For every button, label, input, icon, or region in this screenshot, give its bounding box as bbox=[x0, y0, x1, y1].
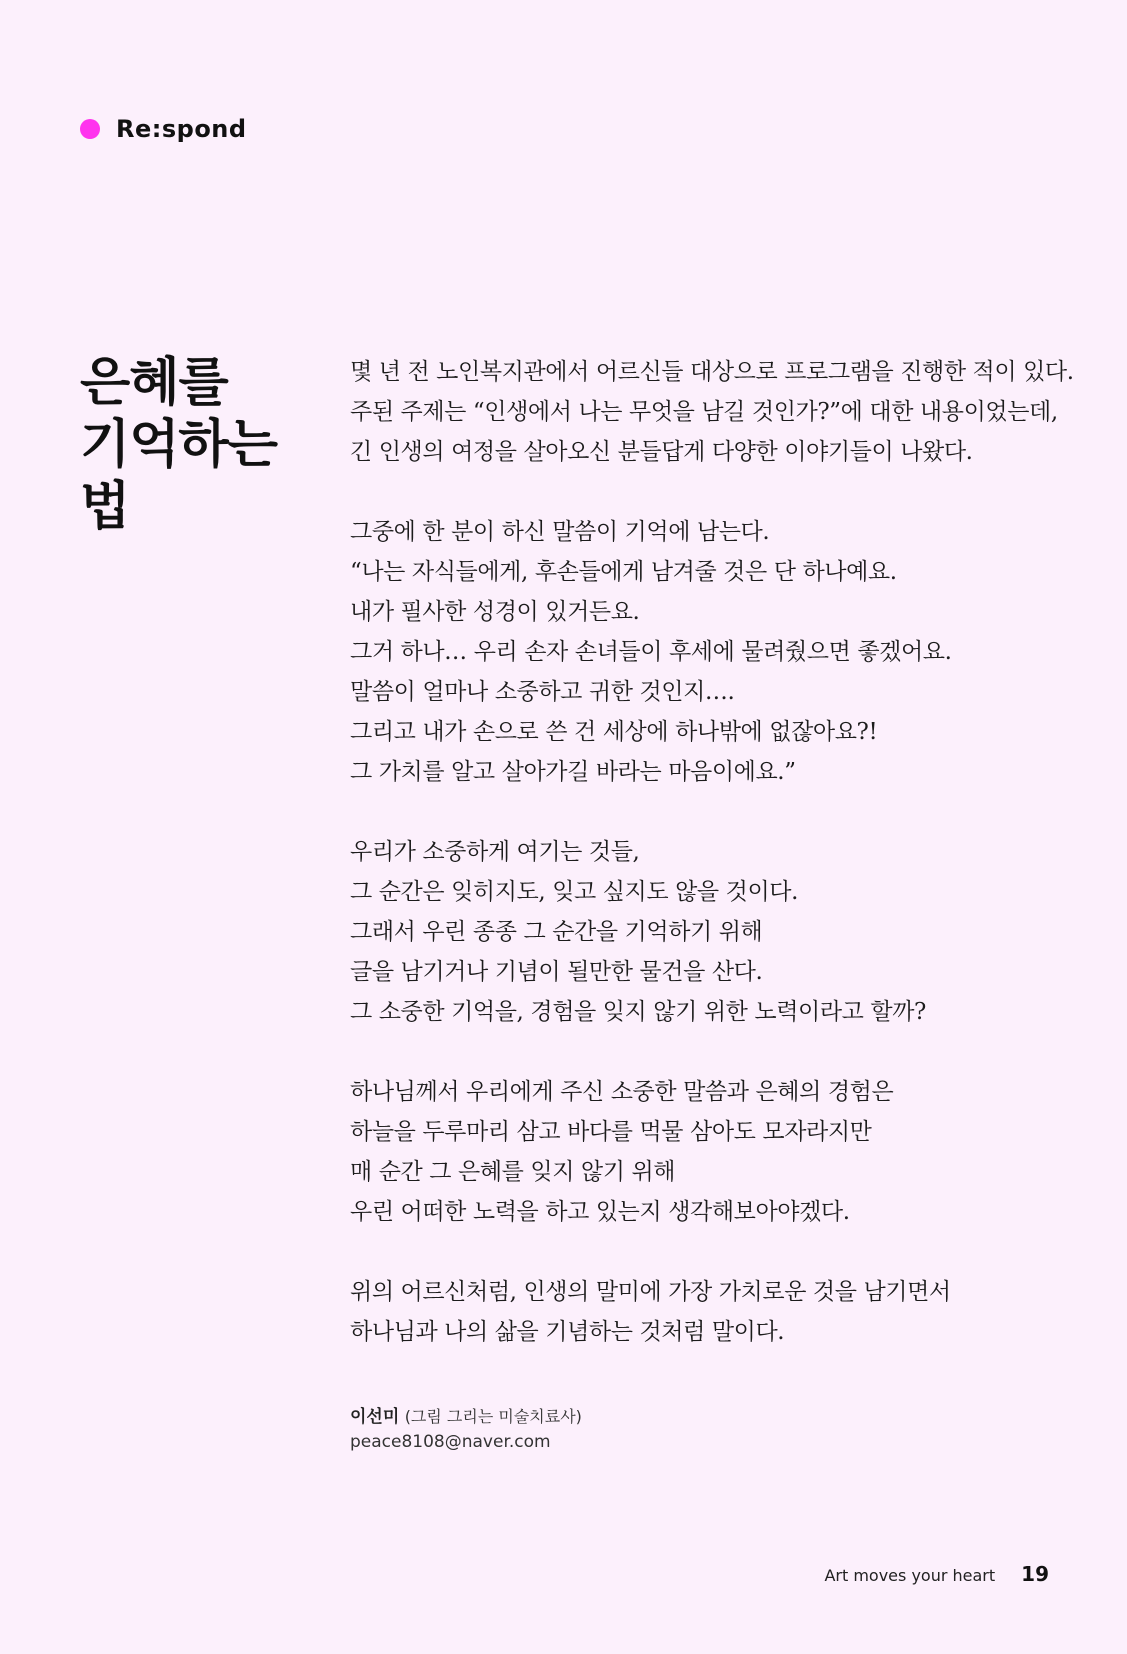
text-line: 하나님께서 우리에게 주신 소중한 말씀과 은혜의 경험은 bbox=[350, 1079, 894, 1105]
text-line: 글을 남기거나 기념이 될만한 물건을 산다. bbox=[350, 959, 763, 985]
paragraph-1 bbox=[350, 352, 1090, 472]
text-line: 우리가 소중하게 여기는 것들, bbox=[350, 839, 640, 865]
text-line: “나는 자식들에게, 후손들에게 남겨줄 것은 단 하나예요. bbox=[350, 559, 897, 585]
author-role: (그림 그리는 미술치료사) bbox=[404, 1407, 582, 1426]
title-line: 기억하는 bbox=[80, 415, 277, 475]
page-footer bbox=[824, 1562, 1049, 1586]
text-line: 그래서 우린 종종 그 순간을 기억하기 위해 bbox=[350, 919, 763, 945]
section-dot-icon bbox=[80, 119, 100, 139]
article-title bbox=[80, 352, 340, 538]
text-line: 하나님과 나의 삶을 기념하는 것처럼 말이다. bbox=[350, 1319, 785, 1345]
text-line: 말씀이 얼마나 소중하고 귀한 것인지…. bbox=[350, 679, 735, 705]
text-line: 내가 필사한 성경이 있거든요. bbox=[350, 599, 640, 625]
text-line: 그 가치를 알고 살아가길 바라는 마음이에요.” bbox=[350, 759, 796, 785]
paragraph-3 bbox=[350, 832, 1090, 1032]
paragraph-2 bbox=[350, 512, 1090, 792]
text-line: 그리고 내가 손으로 쓴 건 세상에 하나밖에 없잖아요?! bbox=[350, 719, 878, 745]
text-line: 하늘을 두루마리 삼고 바다를 먹물 삼아도 모자라지만 bbox=[350, 1119, 872, 1145]
text-line: 그 순간은 잊히지도, 잊고 싶지도 않을 것이다. bbox=[350, 879, 799, 905]
text-line: 위의 어르신처럼, 인생의 말미에 가장 가치로운 것을 남기면서 bbox=[350, 1279, 951, 1305]
footer-tagline: Art moves your heart bbox=[824, 1566, 996, 1585]
author-email: peace8108@naver.com bbox=[350, 1432, 551, 1452]
author-line bbox=[350, 1405, 582, 1429]
byline bbox=[350, 1405, 582, 1455]
section-label: Re:spond bbox=[116, 115, 247, 143]
text-line: 우린 어떠한 노력을 하고 있는지 생각해보아야겠다. bbox=[350, 1199, 850, 1225]
title-line: 법 bbox=[80, 477, 130, 537]
text-line: 긴 인생의 여정을 살아오신 분들답게 다양한 이야기들이 나왔다. bbox=[350, 439, 973, 465]
text-line: 주된 주제는 “인생에서 나는 무엇을 남길 것인가?”에 대한 내용이었는데, bbox=[350, 399, 1058, 425]
paragraph-4 bbox=[350, 1072, 1090, 1232]
paragraph-5 bbox=[350, 1272, 1090, 1352]
text-line: 매 순간 그 은혜를 잊지 않기 위해 bbox=[350, 1159, 676, 1185]
text-line: 그거 하나… 우리 손자 손녀들이 후세에 물려줬으면 좋겠어요. bbox=[350, 639, 952, 665]
text-line: 그중에 한 분이 하신 말씀이 기억에 남는다. bbox=[350, 519, 770, 545]
section-tag bbox=[80, 114, 247, 144]
author-name: 이선미 bbox=[350, 1407, 400, 1427]
article-body bbox=[350, 352, 1090, 1392]
title-line: 은혜를 bbox=[80, 353, 228, 413]
page-number: 19 bbox=[1021, 1562, 1049, 1586]
text-line: 그 소중한 기억을, 경험을 잊지 않기 위한 노력이라고 할까? bbox=[350, 999, 926, 1025]
text-line: 몇 년 전 노인복지관에서 어르신들 대상으로 프로그램을 진행한 적이 있다. bbox=[350, 359, 1074, 385]
